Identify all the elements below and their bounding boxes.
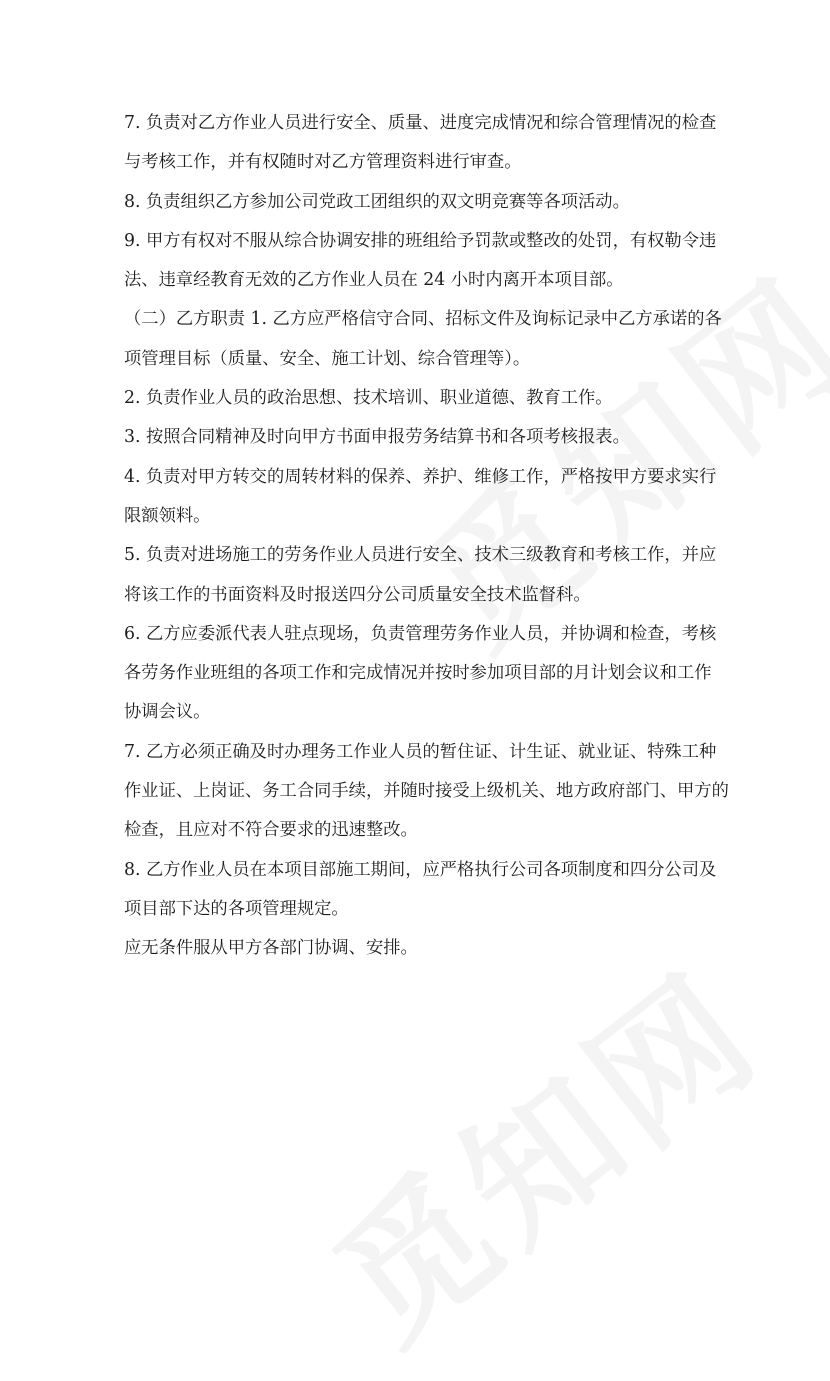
- paragraph-line: 项目部下达的各项管理规定。: [124, 898, 349, 919]
- paragraph-line: 协调会议。: [124, 702, 211, 723]
- paragraph-line: 限额领料。: [124, 505, 211, 526]
- paragraph-line: 各劳务作业班组的各项工作和完成情况并按时参加项目部的月计划会议和工作: [124, 663, 712, 684]
- paragraph-line: 5. 负责对进场施工的劳务作业人员进行安全、技术三级教育和考核工作，并应: [124, 545, 717, 566]
- paragraph-party-a-item-9: [124, 222, 724, 301]
- paragraph-party-b-item-2: [124, 379, 724, 418]
- paragraph-closing: [124, 929, 724, 968]
- paragraph-party-b-item-3: [124, 418, 724, 457]
- paragraph-line: 8. 乙方作业人员在本项目部施工期间，应严格执行公司各项制度和四分公司及: [124, 859, 717, 880]
- paragraph-line: 9. 甲方有权对不服从综合协调安排的班组给予罚款或整改的处罚，有权勒令违: [124, 230, 717, 251]
- paragraph-party-b-duties-item-1: [124, 300, 724, 379]
- paragraph-party-a-item-8: [124, 183, 724, 222]
- paragraph-line: 6. 乙方应委派代表人驻点现场，负责管理劳务作业人员，并协调和检查，考核: [124, 623, 717, 644]
- paragraph-party-b-item-8: [124, 851, 724, 930]
- watermark: [284, 915, 795, 1381]
- paragraph-line: 7. 乙方必须正确及时办理务工作业人员的暂住证、计生证、就业证、特殊工种: [124, 741, 717, 762]
- paragraph-line: 与考核工作，并有权随时对乙方管理资料进行审查。: [124, 152, 522, 173]
- paragraph-line: 将该工作的书面资料及时报送四分公司质量安全技术监督科。: [124, 584, 591, 605]
- paragraph-line: 8. 负责组织乙方参加公司党政工团组织的双文明竞赛等各项活动。: [124, 191, 630, 212]
- paragraph-line: （二）乙方职责 1. 乙方应严格信守合同、招标文件及询标记录中乙方承诺的各: [124, 309, 722, 330]
- paragraph-party-b-item-6: [124, 615, 724, 733]
- paragraph-line: 应无条件服从甲方各部门协调、安排。: [124, 938, 418, 959]
- paragraph-line: 法、违章经教育无效的乙方作业人员在 24 小时内离开本项目部。: [124, 270, 624, 291]
- paragraph-party-a-item-7: [124, 104, 724, 183]
- paragraph-line: 项管理目标（质量、安全、施工计划、综合管理等）。: [124, 348, 531, 369]
- paragraph-line: 作业证、上岗证、务工合同手续，并随时接受上级机关、地方政府部门、甲方的: [124, 781, 729, 802]
- paragraph-party-b-item-7: [124, 733, 729, 851]
- paragraph-line: 2. 负责作业人员的政治思想、技术培训、职业道德、教育工作。: [124, 388, 613, 409]
- paragraph-party-b-item-5: [124, 536, 724, 615]
- paragraph-line: 4. 负责对甲方转交的周转材料的保养、养护、维修工作，严格按甲方要求实行: [124, 466, 717, 487]
- paragraph-line: 3. 按照合同精神及时向甲方书面申报劳务结算书和各项考核报表。: [124, 427, 630, 448]
- paragraph-party-b-item-4: [124, 458, 724, 537]
- paragraph-line: 7. 负责对乙方作业人员进行安全、质量、进度完成情况和综合管理情况的检查: [124, 113, 717, 133]
- document-body: [124, 104, 729, 969]
- paragraph-line: 检查，且应对不符合要求的迅速整改。: [124, 820, 418, 841]
